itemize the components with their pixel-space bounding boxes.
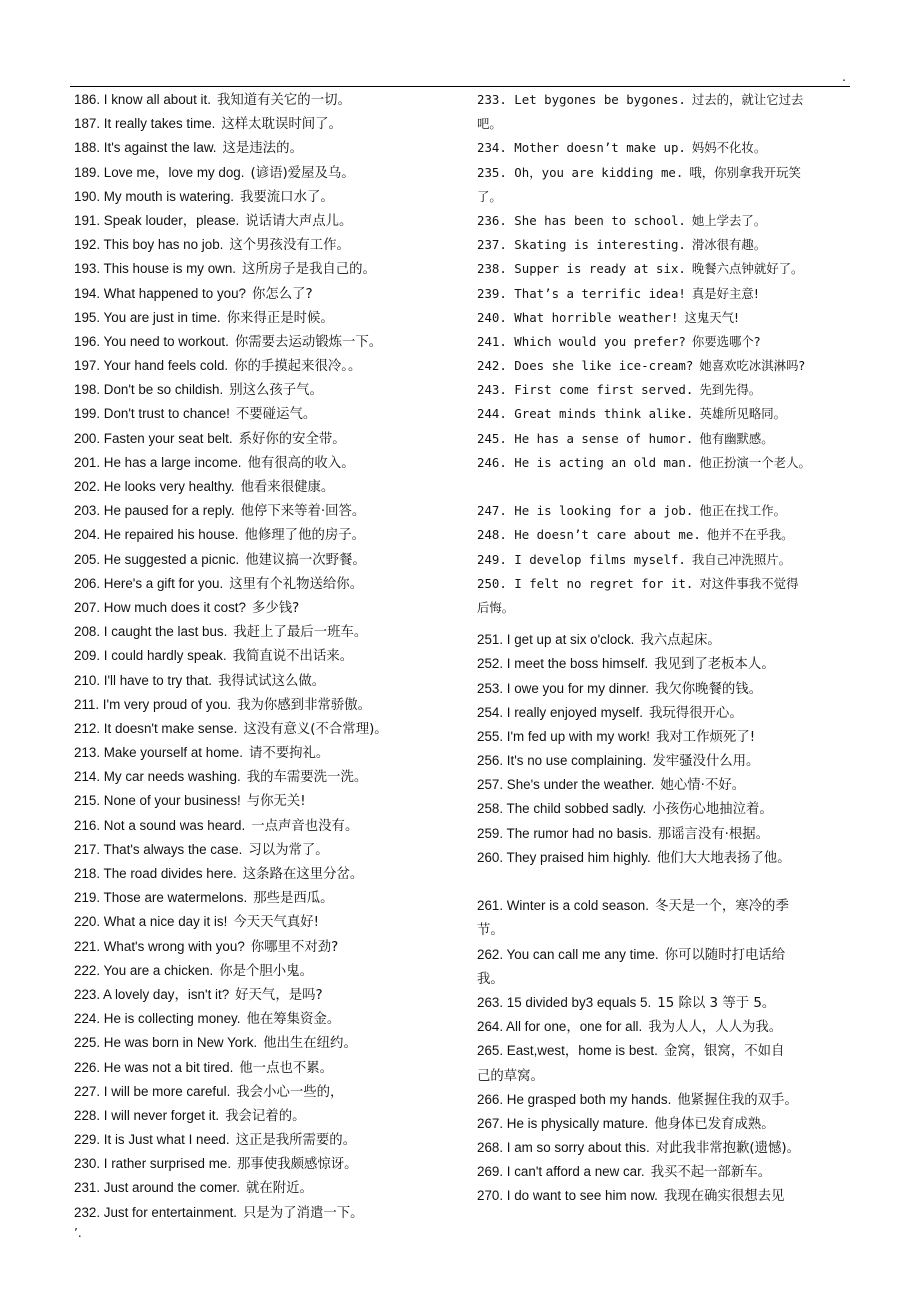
english-phrase: 201. He has a large income.	[74, 454, 242, 470]
phrase-line	[477, 1064, 855, 1088]
phrase-line	[477, 451, 855, 475]
phrase-line	[477, 773, 855, 797]
chinese-translation: 我会记着的。	[225, 1108, 306, 1124]
phrase-line	[74, 935, 468, 959]
phrase-line	[74, 499, 468, 523]
chinese-translation: 他紧握住我的双手。	[677, 1092, 798, 1108]
phrase-line	[74, 523, 468, 547]
blank-line	[477, 870, 855, 894]
english-phrase: 208. I caught the last bus.	[74, 624, 228, 640]
phrase-line	[477, 548, 855, 572]
english-phrase: 251. I get up at six o'clock.	[477, 632, 635, 648]
english-phrase: 我。	[477, 970, 504, 986]
english-phrase: 206. Here's a gift for you.	[74, 575, 224, 591]
english-phrase: 203. He paused for a reply.	[74, 503, 235, 519]
chinese-translation: 那些是西瓜。	[253, 891, 334, 907]
phrase-line	[477, 822, 855, 846]
phrase-line	[74, 717, 468, 741]
chinese-translation: 过去的，就让它过去	[691, 92, 804, 107]
phrase-line	[74, 983, 468, 1007]
phrase-line	[74, 233, 468, 257]
phrase-line	[477, 1112, 855, 1136]
chinese-translation: 妈妈不化妆。	[691, 140, 767, 156]
phrase-line	[74, 789, 468, 813]
chinese-translation: 对这件事我不觉得	[699, 575, 799, 591]
chinese-translation: 金窝，银窝，不如自	[663, 1044, 785, 1060]
chinese-translation: 我见到了老板本人。	[654, 657, 775, 673]
blank-line	[477, 620, 855, 628]
chinese-translation: 这鬼天气!	[684, 309, 739, 325]
phrase-line	[477, 677, 855, 701]
chinese-translation: 晚餐六点钟就好了。	[691, 261, 804, 277]
english-phrase: 236. She has been to school.	[477, 212, 686, 228]
phrase-line	[477, 749, 855, 773]
english-phrase: 198. Don't be so childish.	[74, 382, 224, 398]
english-phrase: 266. He grasped both my hands.	[477, 1091, 672, 1107]
chinese-translation: 他在筹集资金。	[246, 1012, 341, 1028]
phrase-line	[74, 1152, 468, 1176]
phrase-line	[477, 499, 855, 523]
english-phrase: 205. He suggested a picnic.	[74, 551, 240, 567]
english-phrase: 193. This house is my own.	[74, 261, 237, 277]
english-phrase: 231. Just around the comer.	[74, 1180, 240, 1196]
english-phrase: 196. You need to workout.	[74, 333, 229, 349]
chinese-translation: 与你无关!	[246, 794, 306, 810]
chinese-translation: 英雄所见略同。	[699, 406, 787, 422]
phrase-line	[477, 306, 855, 330]
phrase-line	[477, 846, 855, 870]
phrase-line	[74, 112, 468, 136]
phrase-line	[74, 282, 468, 306]
english-phrase: 节。	[477, 922, 504, 938]
chinese-translation: 我要流口水了。	[240, 189, 334, 205]
chinese-translation: 习以为常了。	[248, 842, 329, 858]
phrase-line	[477, 1039, 855, 1063]
phrase-line	[477, 233, 855, 257]
chinese-translation: 我对工作烦死了!	[655, 729, 756, 745]
english-phrase: 228. I will never forget it.	[74, 1107, 220, 1123]
chinese-translation: 哦，你别拿我开玩笑	[689, 164, 801, 180]
english-phrase: 257. She's under the weather.	[477, 777, 655, 793]
english-phrase: 237. Skating is interesting.	[477, 237, 686, 253]
phrase-line	[74, 354, 468, 378]
chinese-translation: 对此我非常抱歉(遗憾)。	[655, 1141, 801, 1157]
phrase-line	[74, 1201, 468, 1225]
chinese-translation: 这条路在这里分岔。	[242, 867, 364, 882]
chinese-translation: 他正扮演一个老人。	[699, 454, 811, 470]
english-phrase: 265. East,west，home is best.	[477, 1043, 658, 1059]
english-phrase: 222. You are a chicken.	[74, 962, 214, 978]
english-phrase: 189. Love me，love my dog.	[74, 164, 245, 180]
chinese-translation: 他并不在乎我。	[706, 527, 794, 543]
english-phrase: 249. I develop films myself.	[477, 551, 686, 567]
english-phrase: 246. He is acting an old man.	[477, 454, 694, 470]
phrase-line	[74, 596, 468, 620]
chinese-translation: 我自己冲洗照片。	[691, 551, 791, 567]
english-phrase: 254. I really enjoyed myself.	[477, 704, 643, 720]
english-phrase: 197. Your hand feels cold.	[74, 358, 229, 374]
blank-line	[477, 475, 855, 499]
english-phrase: 247. He is looking for a job.	[477, 503, 694, 519]
chinese-translation: 我简直说不出话来。	[232, 649, 354, 665]
chinese-translation: 她喜欢吃冰淇淋吗?	[699, 358, 806, 374]
english-phrase: 248. He doesn’t care about me.	[477, 527, 701, 543]
phrase-line	[477, 628, 855, 652]
chinese-translation: 我为人人，人人为我。	[648, 1020, 783, 1036]
chinese-translation: 这里有个礼物送给你。	[229, 576, 364, 592]
chinese-translation: 我欠你晚餐的钱。	[654, 681, 763, 697]
phrase-line	[477, 918, 855, 942]
phrase-line	[477, 967, 855, 991]
chinese-translation: 这个男孩没有工作。	[229, 238, 350, 254]
phrase-line	[477, 1160, 855, 1184]
chinese-translation: 我会小心一些的，	[236, 1084, 344, 1100]
english-phrase: 221. What's wrong with you?	[74, 938, 245, 954]
english-phrase: 216. Not a sound was heard.	[74, 817, 246, 833]
english-phrase: 214. My car needs washing.	[74, 769, 241, 785]
phrase-line	[74, 886, 468, 910]
chinese-translation: 我六点起床。	[640, 633, 721, 649]
english-phrase: 210. I'll have to try that.	[74, 672, 213, 688]
phrase-line	[74, 88, 468, 112]
chinese-translation: 我现在确实很想去见	[663, 1189, 785, 1205]
english-phrase: 256. It's no use complaining.	[477, 753, 647, 769]
header-mark: .	[842, 70, 846, 84]
chinese-translation: 好天气，是吗?	[235, 987, 323, 1003]
phrase-line	[477, 112, 855, 136]
chinese-translation: 滑冰很有趣。	[691, 237, 767, 253]
english-phrase: 吧。	[477, 116, 502, 132]
phrase-line	[74, 741, 468, 765]
english-phrase: 226. He was not a bit tired.	[74, 1059, 234, 1075]
english-phrase: 191. Speak louder，please.	[74, 212, 240, 228]
phrase-line	[477, 894, 855, 918]
chinese-translation: 冬天是一个，寒冷的季	[654, 899, 789, 915]
chinese-translation: 他正在找工作。	[699, 503, 787, 519]
english-phrase: 263. 15 divided by3 equals 5.	[477, 994, 652, 1010]
phrase-line	[74, 693, 468, 717]
chinese-translation: 你需要去运动锻炼一下。	[234, 334, 383, 350]
phrase-line	[477, 572, 855, 596]
phrase-line	[477, 943, 855, 967]
english-phrase: 207. How much does it cost?	[74, 599, 246, 615]
chinese-translation: 说话请大声点儿。	[245, 213, 353, 229]
english-phrase: 241. Which would you prefer?	[477, 333, 686, 349]
phrase-line	[477, 1015, 855, 1039]
english-phrase: 261. Winter is a cold season.	[477, 898, 649, 914]
english-phrase: 234. Mother doesn’t make up.	[477, 140, 686, 156]
english-phrase: 186. I know all about it.	[74, 92, 211, 107]
phrase-line	[74, 862, 468, 886]
phrase-line	[477, 161, 855, 185]
chinese-translation: 你哪里不对劲?	[250, 939, 339, 955]
chinese-translation: 他有很高的收入。	[247, 455, 355, 471]
phrase-line	[74, 1080, 468, 1104]
chinese-translation: 今天天气真好!	[233, 915, 320, 931]
chinese-translation: 我为你感到非常骄傲。	[237, 697, 372, 713]
chinese-translation: 你是个胆小鬼。	[219, 963, 313, 979]
chinese-translation: 他出生在纽约。	[263, 1036, 357, 1052]
english-phrase: 244. Great minds think alike.	[477, 406, 694, 422]
phrase-line	[477, 88, 855, 112]
chinese-translation: 他有幽默感。	[699, 430, 774, 446]
phrase-line	[74, 427, 468, 451]
chinese-translation: 请不要拘礼。	[248, 746, 330, 762]
chinese-translation: 他身体已发育成熟。	[654, 1116, 775, 1132]
phrase-line	[477, 1184, 855, 1208]
phrase-line	[477, 523, 855, 547]
chinese-translation: 别这么孩子气。	[229, 383, 323, 399]
phrase-line	[477, 1088, 855, 1112]
english-phrase: 255. I'm fed up with my work!	[477, 728, 650, 744]
english-phrase: 204. He repaired his house.	[74, 527, 239, 543]
phrase-line	[74, 330, 468, 354]
phrase-line	[477, 596, 855, 620]
chinese-translation: 真是好主意!	[691, 285, 759, 301]
english-phrase: 243. First come first served.	[477, 382, 694, 398]
header-rule	[70, 86, 850, 87]
phrase-line	[74, 1128, 468, 1152]
chinese-translation: 这所房子是我自己的。	[242, 262, 376, 278]
english-phrase: 229. It is Just what I need.	[74, 1132, 230, 1148]
english-phrase: 267. He is physically mature.	[477, 1115, 649, 1131]
chinese-translation: 他一点也不累。	[239, 1060, 334, 1076]
chinese-translation: 我得试试这么做。	[218, 673, 326, 689]
chinese-translation: 就在附近。	[246, 1181, 313, 1197]
english-phrase: 264. All for one，one for all.	[477, 1019, 643, 1035]
phrase-line	[74, 475, 468, 499]
phrase-line	[74, 306, 468, 330]
english-phrase: 192. This boy has no job.	[74, 237, 224, 253]
english-phrase: 245. He has a sense of humor.	[477, 430, 694, 446]
chinese-translation: 你要选哪个?	[691, 333, 761, 349]
english-phrase: 223. A lovely day，isn't it?	[74, 986, 230, 1002]
chinese-translation: 你的手摸起来很冷。。	[234, 359, 362, 375]
phrase-line	[74, 644, 468, 668]
phrase-line	[477, 402, 855, 426]
phrase-line	[477, 725, 855, 749]
phrase-line	[477, 282, 855, 306]
english-phrase: 270. I do want to see him now.	[477, 1188, 658, 1204]
chinese-translation: (谚语)爱屋及乌。	[250, 165, 355, 181]
english-phrase: 227. I will be more careful.	[74, 1083, 231, 1099]
phrase-line	[477, 209, 855, 233]
chinese-translation: 只是为了消遣一下。	[243, 1205, 364, 1221]
chinese-translation: 我赶上了最后一班车。	[233, 625, 368, 641]
english-phrase: 268. I am so sorry about this.	[477, 1140, 650, 1156]
phrase-line	[477, 378, 855, 402]
phrase-line	[477, 136, 855, 160]
chinese-translation: 我玩得很开心。	[648, 705, 743, 721]
phrase-line	[74, 1007, 468, 1031]
chinese-translation: 这样太耽误时间了。	[221, 117, 342, 133]
chinese-translation: 他建议搞一次野餐。	[245, 552, 366, 568]
english-phrase: 220. What a nice day it is!	[74, 914, 228, 930]
english-phrase: 219. Those are watermelons.	[74, 890, 248, 906]
english-phrase: 218. The road divides here.	[74, 866, 237, 881]
phrase-line	[74, 838, 468, 862]
chinese-translation: 我知道有关它的一切。	[216, 93, 351, 108]
chinese-translation: 他停下来等着·回答。	[240, 504, 366, 520]
phrase-line	[74, 620, 468, 644]
english-phrase: 253. I owe you for my dinner.	[477, 680, 649, 696]
english-phrase: 258. The child sobbed sadly.	[477, 801, 647, 817]
phrase-line	[74, 402, 468, 426]
phrase-line	[74, 209, 468, 233]
english-phrase: 235. Oh，you are kidding me.	[477, 164, 684, 180]
english-phrase: 230. I rather surprised me.	[74, 1156, 232, 1172]
english-phrase: 了。	[477, 188, 502, 204]
phrase-line	[477, 427, 855, 451]
chinese-translation: 那事使我颇感惊讶。	[237, 1157, 358, 1173]
phrase-line	[477, 797, 855, 821]
right-column	[477, 88, 855, 1209]
chinese-translation: 不要碰运气。	[235, 407, 317, 423]
left-column	[74, 88, 468, 1225]
english-phrase: 252. I meet the boss himself.	[477, 656, 649, 672]
english-phrase: 202. He looks very healthy.	[74, 479, 235, 494]
chinese-translation: 他看来很健康。	[240, 480, 335, 495]
english-phrase: 199. Don't trust to chance!	[74, 406, 230, 422]
chinese-translation: 他们大大地表扬了他。	[656, 850, 791, 866]
english-phrase: 217. That's always the case.	[74, 841, 243, 857]
chinese-translation: 发牢骚没什么用。	[652, 754, 760, 770]
chinese-translation: 先到先得。	[699, 382, 762, 398]
chinese-translation: 小孩伤心地抽泣着。	[652, 802, 773, 818]
phrase-line	[74, 814, 468, 838]
phrase-line	[74, 959, 468, 983]
phrase-line	[477, 257, 855, 281]
english-phrase: 200. Fasten your seat belt.	[74, 430, 233, 446]
english-phrase: 215. None of your business!	[74, 793, 241, 809]
phrase-line	[74, 257, 468, 281]
english-phrase: 250. I felt no regret for it.	[477, 575, 694, 591]
phrase-line	[477, 354, 855, 378]
english-phrase: 239. That’s a terrific idea!	[477, 285, 686, 301]
chinese-translation: 她上学去了。	[691, 212, 767, 228]
chinese-translation: 他修理了他的房子。	[244, 528, 366, 544]
english-phrase: 后悔。	[477, 599, 515, 615]
phrase-line	[74, 1104, 468, 1128]
english-phrase: 269. I can't afford a new car.	[477, 1164, 645, 1180]
phrase-line	[477, 1136, 855, 1160]
english-phrase: 240. What horrible weather!	[477, 309, 679, 325]
english-phrase: 209. I could hardly speak.	[74, 648, 227, 664]
phrase-line	[74, 765, 468, 789]
chinese-translation: 一点声音也没有。	[251, 818, 359, 834]
english-phrase: 211. I'm very proud of you.	[74, 696, 232, 712]
phrase-line	[74, 161, 468, 185]
english-phrase: 己的草窝。	[477, 1067, 544, 1083]
phrase-line	[477, 652, 855, 676]
chinese-translation: 你可以随时打电话给	[664, 947, 786, 963]
chinese-translation: 15 除以 3 等于 5。	[657, 995, 776, 1011]
english-phrase: 213. Make yourself at home.	[74, 745, 243, 761]
english-phrase: 238. Supper is ready at six.	[477, 261, 686, 277]
chinese-translation: 多少钱?	[251, 600, 300, 616]
chinese-translation: 你来得正是时候。	[226, 310, 334, 326]
chinese-translation: 这是违法的。	[222, 141, 303, 157]
chinese-translation: 系好你的安全带。	[238, 431, 346, 447]
chinese-translation: 你怎么了?	[251, 286, 313, 302]
phrase-line	[477, 991, 855, 1015]
phrase-line	[477, 330, 855, 354]
phrase-line	[74, 1056, 468, 1080]
chinese-translation: 我买不起一部新车。	[650, 1165, 772, 1181]
english-phrase: 187. It really takes time.	[74, 116, 216, 132]
phrase-line	[74, 572, 468, 596]
english-phrase: 194. What happened to you?	[74, 285, 246, 301]
phrase-line	[477, 185, 855, 209]
english-phrase: 262. You can call me any time.	[477, 946, 659, 962]
phrase-line	[74, 910, 468, 934]
english-phrase: 195. You are just in time.	[74, 309, 221, 325]
english-phrase: 225. He was born in New York.	[74, 1035, 258, 1051]
chinese-translation: 这没有意义(不合常理)。	[243, 721, 388, 737]
phrase-line	[74, 548, 468, 572]
footer-mark: ’.	[74, 1226, 82, 1240]
english-phrase: 233. Let bygones be bygones.	[477, 92, 686, 107]
english-phrase: 190. My mouth is watering.	[74, 188, 235, 204]
english-phrase: 212. It doesn't make sense.	[74, 720, 238, 736]
phrase-line	[74, 1176, 468, 1200]
phrase-line	[74, 136, 468, 160]
chinese-translation: 我的车需要洗一洗。	[246, 770, 368, 786]
english-phrase: 188. It's against the law.	[74, 140, 217, 156]
chinese-translation: 她心情·不好。	[660, 778, 746, 794]
english-phrase: 259. The rumor had no basis.	[477, 825, 652, 841]
phrase-line	[74, 378, 468, 402]
phrase-line	[74, 451, 468, 475]
english-phrase: 242. Does she like ice-cream?	[477, 358, 694, 374]
phrase-line	[477, 701, 855, 725]
english-phrase: 224. He is collecting money.	[74, 1011, 241, 1027]
phrase-line	[74, 1031, 468, 1055]
chinese-translation: 那谣言没有·根据。	[657, 826, 770, 842]
phrase-line	[74, 185, 468, 209]
phrase-line	[74, 669, 468, 693]
english-phrase: 260. They praised him highly.	[477, 849, 651, 865]
chinese-translation: 这正是我所需要的。	[235, 1133, 357, 1149]
english-phrase: 232. Just for entertainment.	[74, 1204, 238, 1220]
